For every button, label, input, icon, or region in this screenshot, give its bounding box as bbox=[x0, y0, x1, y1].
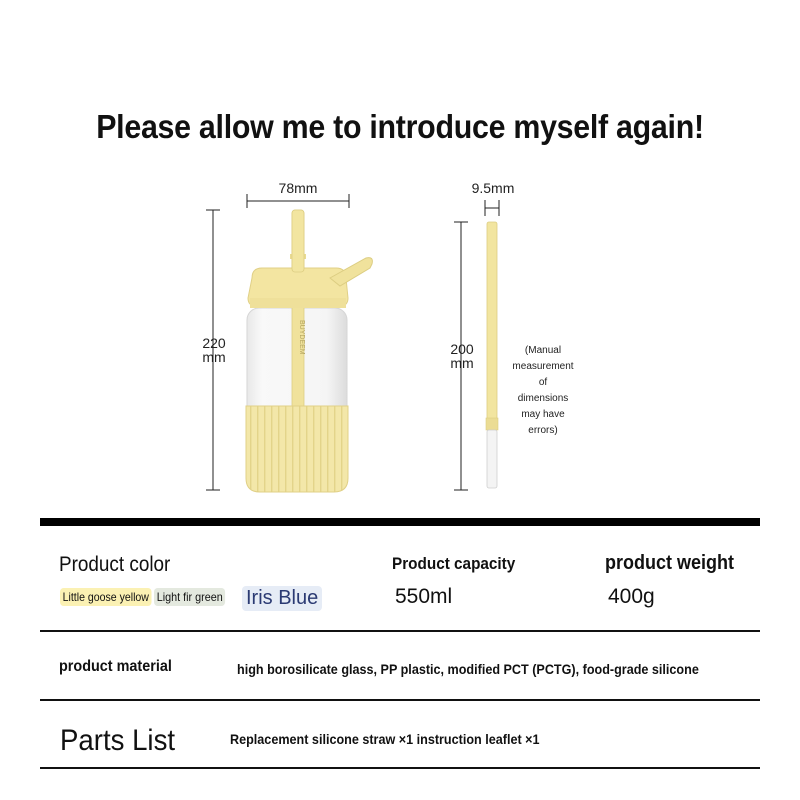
note-line: measurement bbox=[512, 361, 574, 372]
note-line: (Manual bbox=[524, 345, 562, 356]
capacity-heading: Product capacity bbox=[392, 554, 516, 573]
note-line: errors) bbox=[528, 425, 558, 436]
capacity-value: 550ml bbox=[395, 585, 453, 608]
cup-width-label: 78mm bbox=[278, 180, 318, 196]
cup-width-dimension bbox=[247, 194, 349, 208]
parts-list-heading: Parts List bbox=[60, 724, 176, 757]
section-divider bbox=[40, 518, 760, 526]
weight-value: 400g bbox=[608, 585, 655, 608]
straw-width-label: 9.5mm bbox=[471, 180, 515, 196]
color-swatch-green: Light fir green bbox=[154, 588, 225, 606]
color-swatch-blue: Iris Blue bbox=[242, 586, 322, 611]
straw-height-label bbox=[444, 342, 480, 370]
parts-list-value: Replacement silicone straw ×1 instruction leaflet ×1 bbox=[230, 731, 540, 747]
color-swatch-yellow: Little goose yellow bbox=[60, 588, 152, 606]
row-divider bbox=[40, 630, 760, 632]
product-illustration bbox=[0, 160, 800, 510]
cup-height-label bbox=[196, 336, 232, 364]
measurement-note bbox=[508, 343, 578, 439]
product-color-heading: Product color bbox=[59, 553, 171, 576]
cup-illustration bbox=[246, 210, 372, 492]
straw-illustration bbox=[486, 222, 498, 488]
product-diagram bbox=[0, 160, 800, 510]
straw-height-unit: mm bbox=[450, 355, 474, 371]
brand-mark: BUYDEEM bbox=[298, 320, 305, 355]
straw-width-dimension bbox=[485, 200, 499, 216]
note-line: may have bbox=[521, 409, 565, 420]
cup-height-unit: mm bbox=[202, 349, 226, 365]
straw-height-value: 200 bbox=[450, 341, 474, 357]
cup-height-value: 220 bbox=[202, 335, 226, 351]
note-line: dimensions bbox=[517, 393, 569, 404]
material-heading: product material bbox=[59, 658, 172, 675]
material-value: high borosilicate glass, PP plastic, modified PCT (PCTG), food-grade silicone bbox=[237, 661, 699, 677]
row-divider bbox=[40, 699, 760, 701]
page-title: Please allow me to introduce myself again! bbox=[96, 108, 704, 145]
weight-heading: product weight bbox=[605, 552, 734, 574]
row-divider bbox=[40, 767, 760, 769]
note-line: of bbox=[538, 377, 548, 388]
